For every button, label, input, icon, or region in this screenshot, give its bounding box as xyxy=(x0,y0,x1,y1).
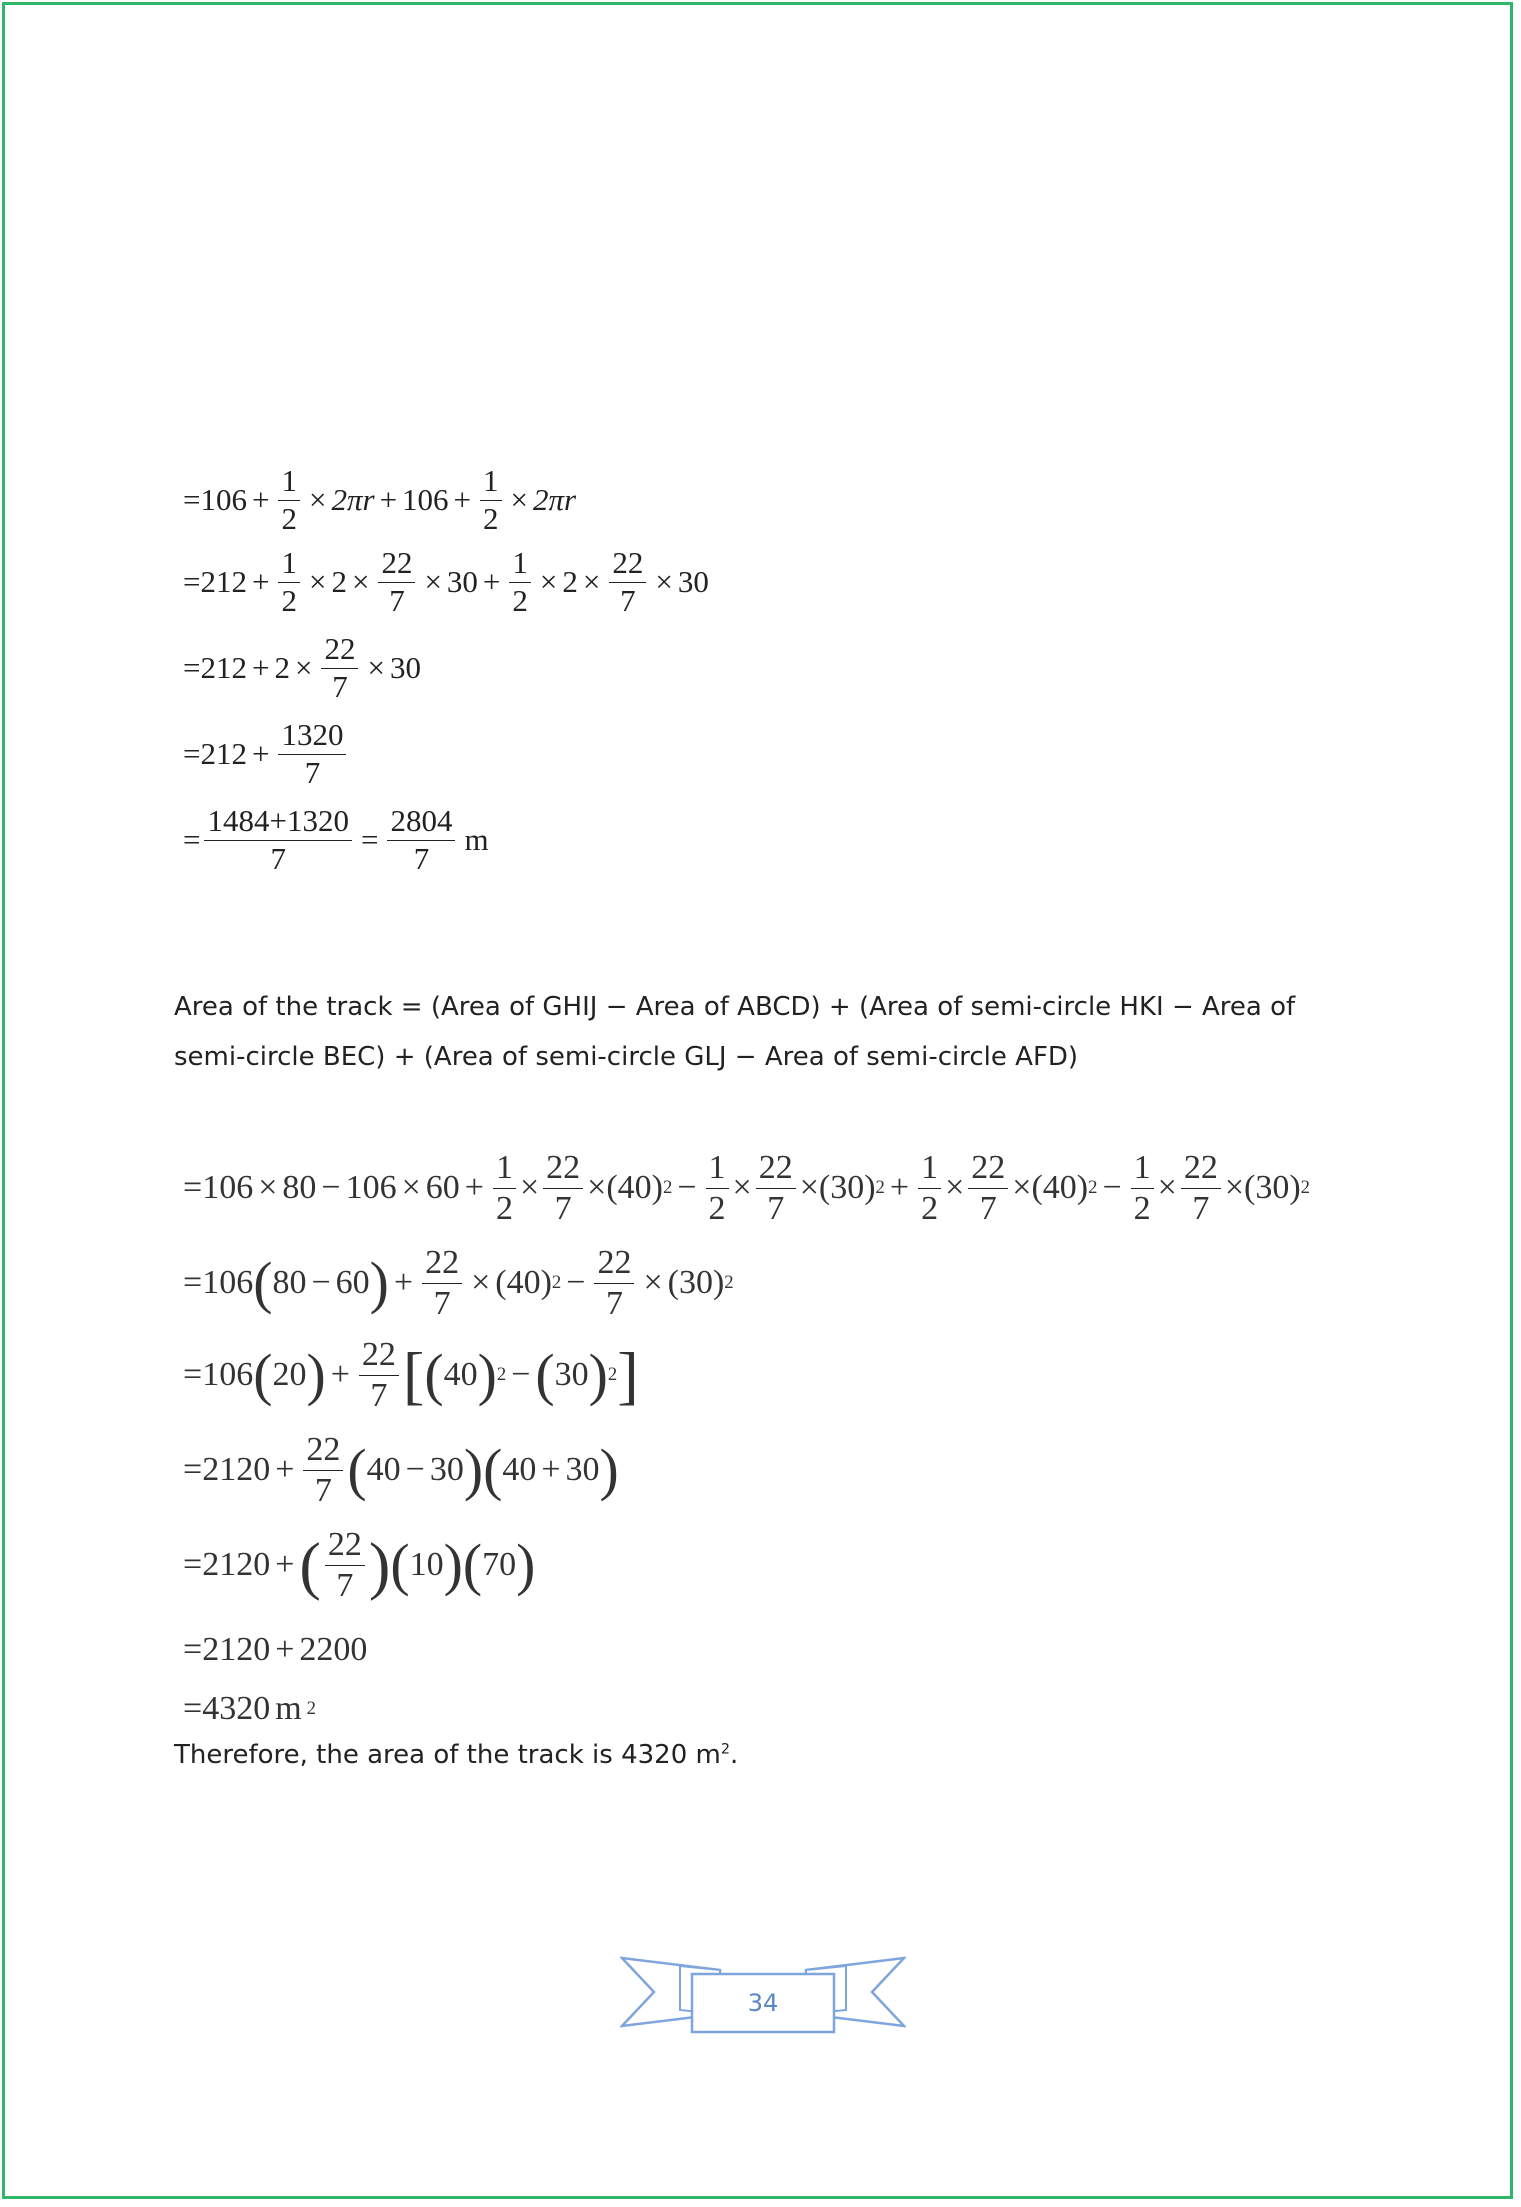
area-step-7: = 4320 m 2 xyxy=(183,1690,316,1727)
page-border xyxy=(2,2,1513,2199)
perimeter-step-1: = 106 + $\frac{1}{2}$ × 2πr + 106 + $\frac{1}{2}$ × 2πr xyxy=(183,463,577,536)
area-step-6: = 2120 + 2200 xyxy=(183,1631,368,1668)
perimeter-step-4: = 212 + $\frac{1320}{7}$ xyxy=(183,719,350,789)
area-step-5: = 2120 + ( $\frac{22}{7}$ ) ( 10 ) ( 70 ) xyxy=(183,1526,536,1604)
area-statement xyxy=(174,982,1374,1082)
perimeter-step-3: = 212 + 2 × $\frac{22}{7}$ × 30 xyxy=(183,631,421,704)
area-statement-line-1: Area of the track = (Area of GHIJ − Area of ABCD) + (Area of semi-circle HKI − Area of xyxy=(174,992,1296,1022)
page-number: 34 xyxy=(747,1989,779,2017)
area-statement-line-2: semi-circle BEC) + (Area of semi-circle GLJ − Area of semi-circle AFD) xyxy=(174,1042,1079,1072)
area-step-1: = 106 × 80 − 106 × 60 + $\frac{1}{2}$ × $\frac{22}{7}$ × ( 40 ) 2 − $\frac{1}{2}$ × $\frac{22}{7}$ × ( 30 ) 2 + $\frac{1}{2}$ × $\frac{22}{7}$ × ( 40 ) 2 − $\frac{1}{2}$ × $\frac{22}{7}$ × ( 30 ) 2 xyxy=(183,1149,1310,1227)
perimeter-step-2: = 212 + $\frac{1}{2}$ × 2 × $\frac{22}{7}$ × 30 + $\frac{1}{2}$ × 2 × $\frac{22}{7}$ × 30 xyxy=(183,545,709,618)
perimeter-step-5: = $\frac{1484+1320}{7}$ = $\frac{2804}{7}$ m xyxy=(183,803,489,876)
conclusion: Therefore, the area of the track is 4320 $m^2$. xyxy=(174,1740,739,1770)
area-step-4: = 2120 + $\frac{22}{7}$ ( 40 − 30 ) ( 40 + 30 ) xyxy=(183,1431,619,1509)
area-step-3: = 106 ( 20 ) + $\frac{22}{7}$ [ ( 40 ) 2 − ( 30 ) 2 ] xyxy=(183,1336,639,1414)
area-step-2: = 106 ( 80 − 60 ) + $\frac{22}{7}$ × ( 40 ) 2 − $\frac{22}{7}$ × ( 30 ) 2 xyxy=(183,1244,734,1322)
